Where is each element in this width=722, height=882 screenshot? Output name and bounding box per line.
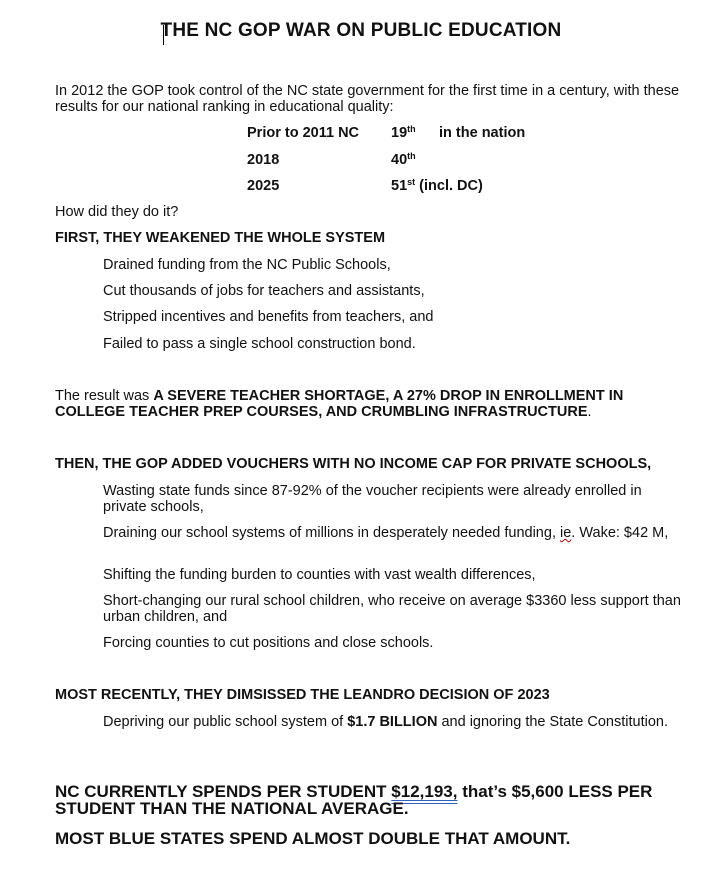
question-text: How did they do it? (55, 204, 179, 220)
list-item: Drained funding from the NC Public Schools, (103, 257, 391, 273)
list-item: Short-changing our rural school children, who receive on average $3360 less support than urban children, and (103, 593, 681, 625)
list-item: Stripped incentives and benefits from teachers, and (103, 309, 434, 325)
ranking-value: 40th (391, 151, 416, 168)
result-paragraph: The result was A SEVERE TEACHER SHORTAGE, A 27% DROP IN ENROLLMENT IN COLLEGE TEACHER PREP COURSES, AND CRUMBLING INFRASTRUCTURE. (55, 388, 624, 420)
list-item: Cut thousands of jobs for teachers and assistants, (103, 283, 425, 299)
list-item: Draining our school systems of millions in desperately needed funding, ie. Wake: $42 M, (103, 525, 669, 541)
closing-statement-2: MOST BLUE STATES SPEND ALMOST DOUBLE THAT AMOUNT. (55, 829, 571, 848)
closing-statement: NC CURRENTLY SPENDS PER STUDENT $12,193, that’s $5,600 LESS PER STUDENT THAN THE NATIONAL AVERAGE. (55, 782, 653, 818)
list-item: Wasting state funds since 87-92% of the voucher recipients were already enrolled in private schools, (103, 483, 642, 515)
section-heading-first: FIRST, THEY WEAKENED THE WHOLE SYSTEM (55, 230, 386, 246)
ranking-period: Prior to 2011 NC (247, 125, 360, 141)
list-item: Depriving our public school system of $1.7 BILLION and ignoring the State Constitution. (103, 714, 668, 730)
list-item: Shifting the funding burden to counties with vast wealth differences, (103, 567, 536, 583)
spelling-flag: ie (560, 525, 572, 541)
ranking-value: 51st (incl. DC) (391, 177, 483, 194)
ranking-period: 2018 (247, 152, 280, 168)
section-heading-vouchers: THEN, THE GOP ADDED VOUCHERS WITH NO INCOME CAP FOR PRIVATE SCHOOLS, (55, 456, 652, 472)
ranking-note: in the nation (439, 125, 526, 141)
ranking-period: 2025 (247, 178, 280, 194)
ranking-value: 19th (391, 124, 416, 141)
list-item: Failed to pass a single school construction bond. (103, 336, 416, 352)
page-title: THE NC GOP WAR ON PUBLIC EDUCATION (160, 20, 562, 41)
intro-paragraph: In 2012 the GOP took control of the NC state government for the first time in a century, with these results for our national ranking in educational quality: (55, 83, 680, 115)
section-heading-leandro: MOST RECENTLY, THEY DIMSISSED THE LEANDRO DECISION OF 2023 (55, 687, 550, 703)
list-item: Forcing counties to cut positions and close schools. (103, 635, 434, 651)
spending-amount: $12,193, (391, 782, 458, 801)
